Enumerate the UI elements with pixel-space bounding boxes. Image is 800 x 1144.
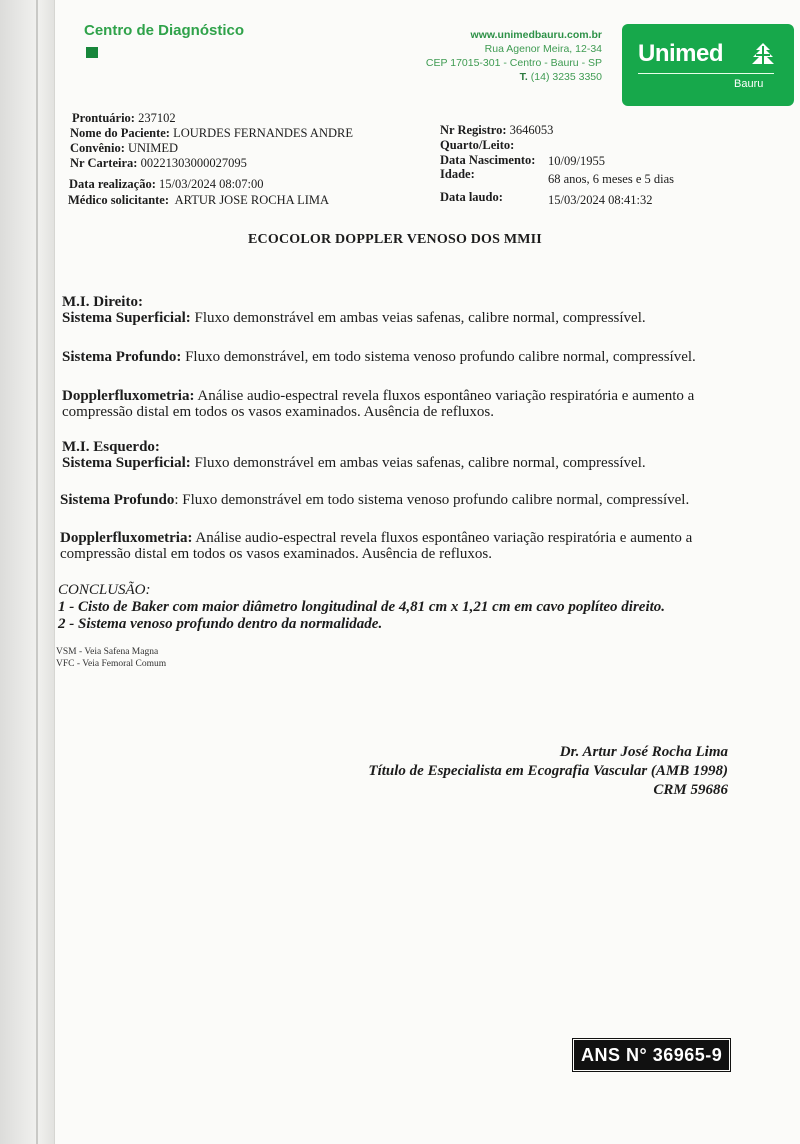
quarto-row [440,138,514,152]
contact-block [426,28,602,84]
medico-label: Médico solicitante: [68,193,170,207]
right-profundo-text: Fluxo demonstrável, em todo sistema venoso profundo calibre normal, compressível. [181,349,696,365]
phone-number: (14) 3235 3350 [530,71,602,83]
right-leg-section [62,294,722,326]
registro-value: 3646053 [509,123,554,137]
left-superficial-text: Fluxo demonstrável em ambas veias safenas, calibre normal, compressível. [190,455,646,471]
phone-prefix: T. [519,71,528,83]
left-leg-heading: M.I. Esquerdo: [62,439,160,455]
unimed-logo [622,24,794,106]
logo-separator [638,73,774,74]
prontuario-row [72,111,176,125]
logo-name: Unimed [638,40,724,67]
doctor-crm: CRM 59686 [653,782,728,798]
right-profundo-label: Sistema Profundo: [62,349,182,365]
laudo-row [440,190,503,204]
website-link[interactable]: www.unimedbauru.com.br [470,29,602,41]
convenio-label: Convênio: [70,141,125,155]
ans-badge: ANS N° 36965-9 [574,1040,729,1070]
right-leg-heading: M.I. Direito: [62,294,143,310]
left-leg-section [62,439,722,471]
signature-block [368,743,728,800]
phone-line [426,70,602,84]
registro-row [440,123,553,137]
conclusion-block [58,582,665,633]
right-superficial-label: Sistema Superficial: [62,310,191,326]
convenio-value: UNIMED [128,141,178,155]
left-doppler-text: Análise audio-espectral revela fluxos espontâneo variação respiratória e aumento a compressão distal em todos os vasos examinados. Ausência de refluxos. [60,530,693,562]
idade-label: Idade: [440,167,475,181]
logo-city: Bauru [734,78,764,90]
nome-row [70,126,353,140]
data-realizacao-value: 15/03/2024 08:07:00 [159,177,264,191]
registro-label: Nr Registro: [440,123,507,137]
right-superficial-text: Fluxo demonstrável em ambas veias safenas, calibre normal, compressível. [190,310,646,326]
right-doppler-label: Dopplerfluxometria: [62,388,195,404]
medico-value: ARTUR JOSE ROCHA LIMA [174,193,330,207]
medico-row [68,193,329,207]
carteira-label: Nr Carteira: [70,156,138,170]
carteira-value: 00221303000027095 [140,156,247,170]
carteira-row [70,156,247,170]
idade-row [440,167,475,181]
left-doppler [60,530,720,562]
left-profundo [60,492,720,508]
left-profundo-label: Sistema Profundo [60,492,175,508]
page-edge [0,0,54,1144]
brand-square-icon [86,47,98,58]
right-doppler-text: Análise audio-espectral revela fluxos espontâneo variação respiratória e aumento a compressão distal em todos os vasos examinados. Ausência de refluxos. [62,388,695,420]
address-line: Rua Agenor Meira, 12-34 [484,43,602,55]
nome-label: Nome do Paciente: [70,126,170,140]
left-superficial-label: Sistema Superficial: [62,455,191,471]
conclusion-heading: CONCLUSÃO: [58,582,151,598]
nascimento-row [440,153,535,167]
brand-title: Centro de Diagnóstico [84,22,245,39]
right-superficial [62,310,722,326]
abbr-vsm: VSM - Veia Safena Magna [56,647,159,657]
nome-value: LOURDES FERNANDES ANDRE [173,126,353,140]
idade-value: 68 anos, 6 meses e 5 dias [548,172,675,186]
left-doppler-label: Dopplerfluxometria: [60,530,193,546]
laudo-label: Data laudo: [440,190,503,204]
abbr-vfc: VFC - Veia Femoral Comum [56,659,167,669]
data-realizacao-label: Data realização: [69,177,156,191]
report-page [54,0,800,1144]
doctor-name: Dr. Artur José Rocha Lima [559,744,728,760]
page-fold [36,0,38,1144]
right-doppler [62,388,722,420]
nascimento-label: Data Nascimento: [440,153,536,167]
prontuario-label: Prontuário: [72,111,135,125]
left-profundo-text: : Fluxo demonstrável em todo sistema venoso profundo calibre normal, compressível. [174,492,690,508]
tree-icon [750,42,776,66]
cep-line: CEP 17015-301 - Centro - Bauru - SP [425,57,602,69]
convenio-row [70,141,178,155]
report-title: ECOCOLOR DOPPLER VENOSO DOS MMII [248,232,542,247]
doctor-title: Título de Especialista em Ecografia Vascular (AMB 1998) [368,763,728,779]
prontuario-value: 237102 [138,111,176,125]
laudo-value: 15/03/2024 08:41:32 [548,193,653,207]
data-realizacao-row [69,177,264,191]
conclusion-item-1: 1 - Cisto de Baker com maior diâmetro longitudinal de 4,81 cm x 1,21 cm em cavo poplíteo direito. [58,599,666,615]
abbreviations [56,646,166,670]
quarto-label: Quarto/Leito: [440,138,515,152]
right-profundo [62,349,722,365]
conclusion-item-2: 2 - Sistema venoso profundo dentro da normalidade. [58,616,383,632]
nascimento-value: 10/09/1955 [548,154,605,168]
left-superficial [62,455,722,471]
